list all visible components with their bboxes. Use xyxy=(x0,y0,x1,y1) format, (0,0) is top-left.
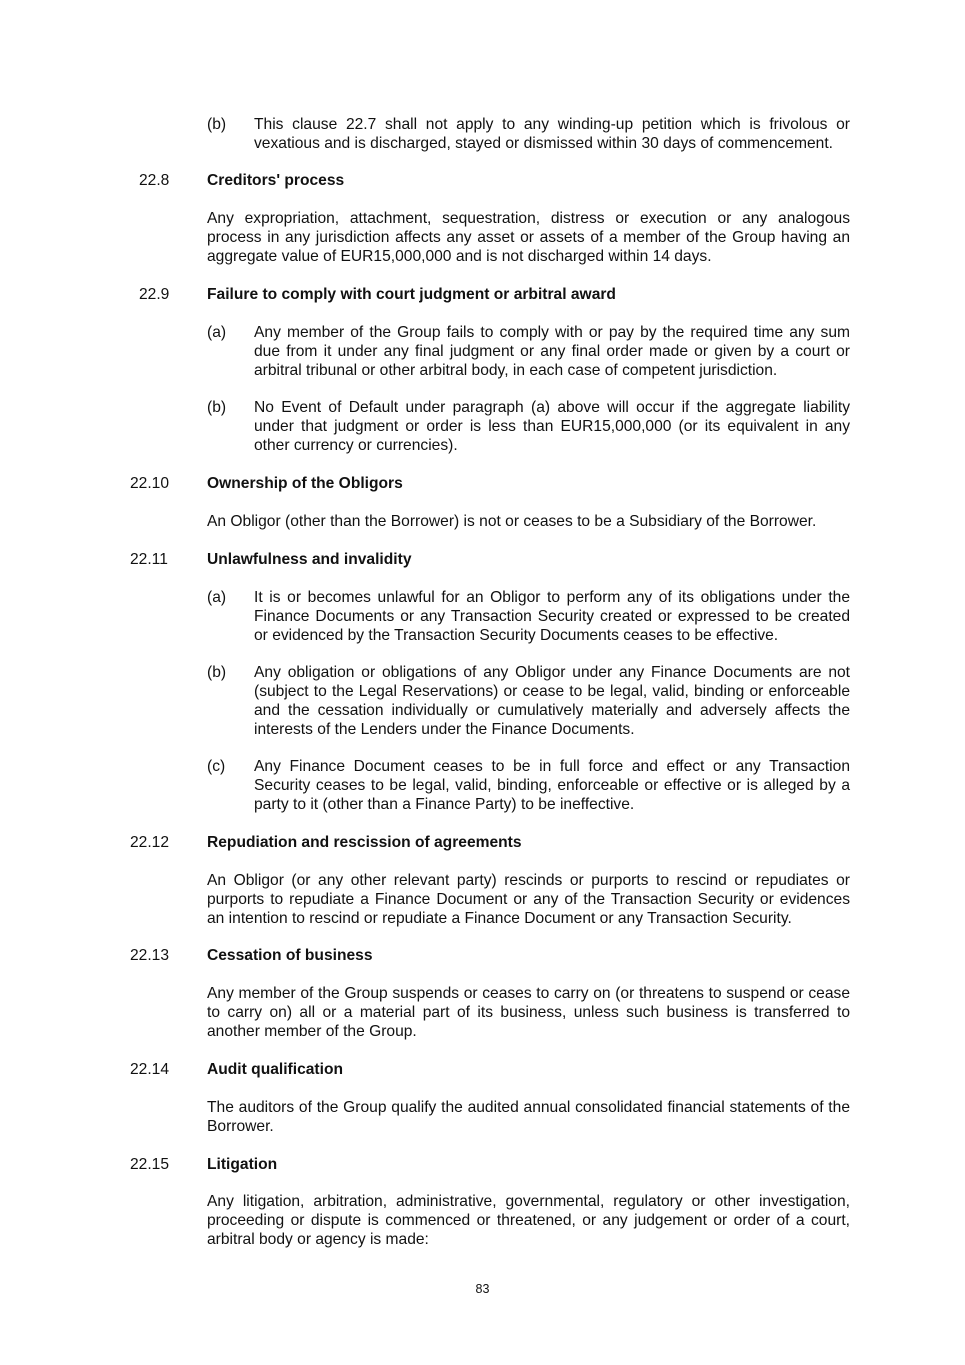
list-item-label: (a) xyxy=(207,589,227,606)
clause-body: Any litigation, arbitration, administrative, governmental, regulatory or other investigation, proceeding or dispute is commenced or threatened, or any judgement or order of a court, arbitral body or agency is made: xyxy=(207,1193,850,1248)
clause-body: The auditors of the Group qualify the audited annual consolidated financial statements of the Borrower. xyxy=(207,1099,850,1135)
clause-body: Any member of the Group suspends or ceases to carry on (or threatens to suspend or cease to carry on) all or a material part of its business, unless such business is transferred to another member of the Group. xyxy=(207,985,850,1040)
clause-body: Any expropriation, attachment, sequestration, distress or execution or any analogous process in any jurisdiction affects any asset or assets of a member of the Group having an aggregate value of EUR15,000,000 and is not discharged within 14 days. xyxy=(207,210,850,265)
clause-heading: Creditors' process xyxy=(207,172,345,189)
page-number: 83 xyxy=(475,1282,490,1296)
list-item-text: This clause 22.7 shall not apply to any winding-up petition which is frivolous or vexatious and is discharged, stayed or dismissed within 30 days of commencement. xyxy=(254,116,850,152)
list-item-text: Any member of the Group fails to comply with or pay by the required time any sum due from it under any final judgment or any final order made or given by a court or arbitral tribunal or other arbitral body, in each case of competent jurisdiction. xyxy=(254,324,850,379)
clause-number: 22.11 xyxy=(130,551,168,568)
clause-number: 22.13 xyxy=(130,947,170,964)
clause-heading: Unlawfulness and invalidity xyxy=(207,551,412,568)
clause-number: 22.15 xyxy=(130,1156,170,1173)
list-item-label: (c) xyxy=(207,758,226,775)
list-item-text: Any obligation or obligations of any Obligor under any Finance Documents are not (subject to the Legal Reservations) or cease to be legal, valid, binding or enforceable and the cessation individually or cumulatively materially and adversely affects the interests of the Lenders under the Finance Documents. xyxy=(254,664,850,738)
clause-number: 22.10 xyxy=(130,475,170,492)
clause-heading: Ownership of the Obligors xyxy=(207,475,403,492)
list-item-text: No Event of Default under paragraph (a) above will occur if the aggregate liability under that judgment or order is less than EUR15,000,000 (or its equivalent in any other currency or currencies). xyxy=(254,399,850,454)
clause-body: An Obligor (or any other relevant party) rescinds or purports to rescind or repudiates or purports to repudiate a Finance Document or any of the Transaction Security or evidences an intention to rescind or repudiate a Finance Document or any Transaction Security. xyxy=(207,872,850,927)
list-item-text: It is or becomes unlawful for an Obligor to perform any of its obligations under the Finance Documents or any Transaction Security created or expressed to be created or evidenced by the Transaction Security Documents ceases to be effective. xyxy=(254,589,850,644)
clause-heading: Audit qualification xyxy=(207,1061,344,1078)
list-item-label: (b) xyxy=(207,399,227,416)
clause-number: 22.8 xyxy=(139,172,170,189)
clause-heading: Cessation of business xyxy=(207,947,373,964)
list-item-label: (b) xyxy=(207,664,227,681)
clause-number: 22.12 xyxy=(130,834,170,851)
list-item-text: Any Finance Document ceases to be in full force and effect or any Transaction Security ceases to be legal, valid, binding, enforceable or effective or is alleged by a party to it (other than a Finance Party) to be ineffective. xyxy=(254,758,850,813)
list-item-label: (a) xyxy=(207,324,227,341)
clause-heading: Litigation xyxy=(207,1156,278,1173)
clause-heading: Repudiation and rescission of agreements xyxy=(207,834,522,851)
clause-heading: Failure to comply with court judgment or arbitral award xyxy=(207,286,616,303)
clause-number: 22.9 xyxy=(139,286,170,303)
clause-body: An Obligor (other than the Borrower) is not or ceases to be a Subsidiary of the Borrower. xyxy=(207,513,817,530)
list-item-label: (b) xyxy=(207,116,227,133)
clause-number: 22.14 xyxy=(130,1061,170,1078)
